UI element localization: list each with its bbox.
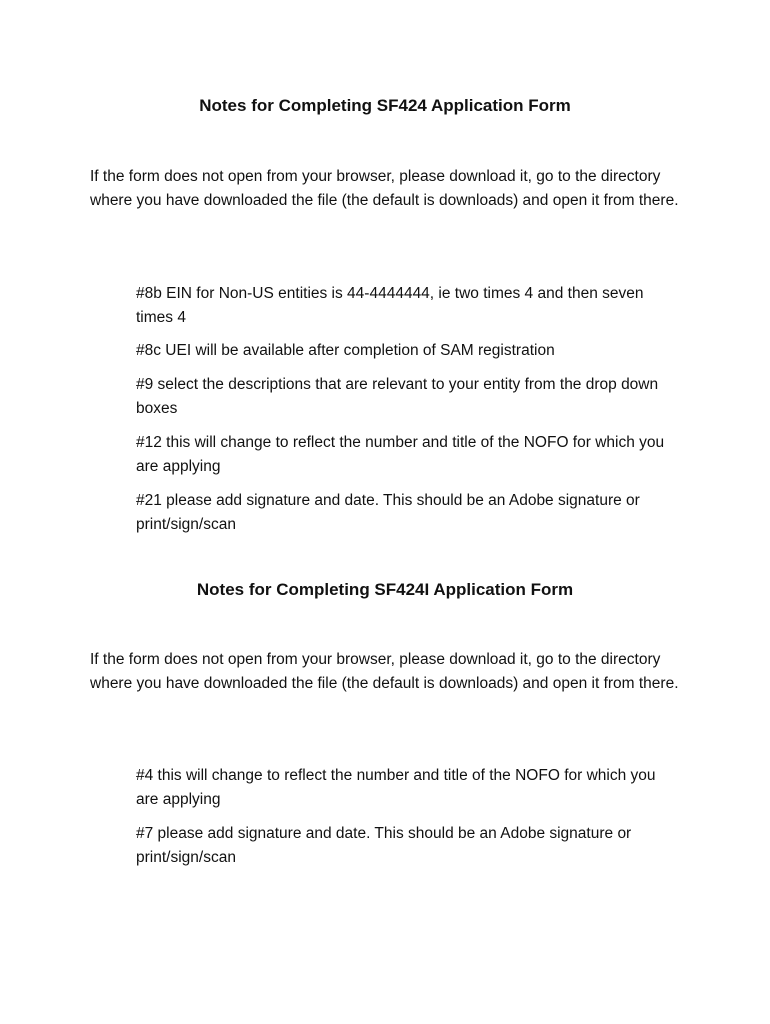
- section1-note-12: #12 this will change to reflect the number and title of the NOFO for which you are applying: [136, 434, 665, 475]
- section1-intro: If the form does not open from your browser, please download it, go to the directory where you have downloaded the file (the default is downloads) and open it from there.: [90, 168, 679, 209]
- section1-note-8b: #8b EIN for Non-US entities is 44-4444444, ie two times 4 and then seven times 4: [136, 285, 644, 326]
- section1-note-21: #21 please add signature and date. This should be an Adobe signature or print/sign/scan: [136, 492, 640, 533]
- section2-note-4: #4 this will change to reflect the number and title of the NOFO for which you are applying: [136, 767, 656, 808]
- section2-intro: If the form does not open from your browser, please download it, go to the directory where you have downloaded the file (the default is downloads) and open it from there.: [90, 651, 679, 692]
- section2-title: Notes for Completing SF424I Application Form: [196, 580, 574, 599]
- section1-note-8c: #8c UEI will be available after completion of SAM registration: [136, 342, 555, 359]
- section1-title: Notes for Completing SF424 Application Form: [199, 96, 571, 115]
- section1-note-9: #9 select the descriptions that are relevant to your entity from the drop down boxes: [136, 376, 659, 417]
- section2-note-7: #7 please add signature and date. This should be an Adobe signature or print/sign/scan: [136, 825, 632, 866]
